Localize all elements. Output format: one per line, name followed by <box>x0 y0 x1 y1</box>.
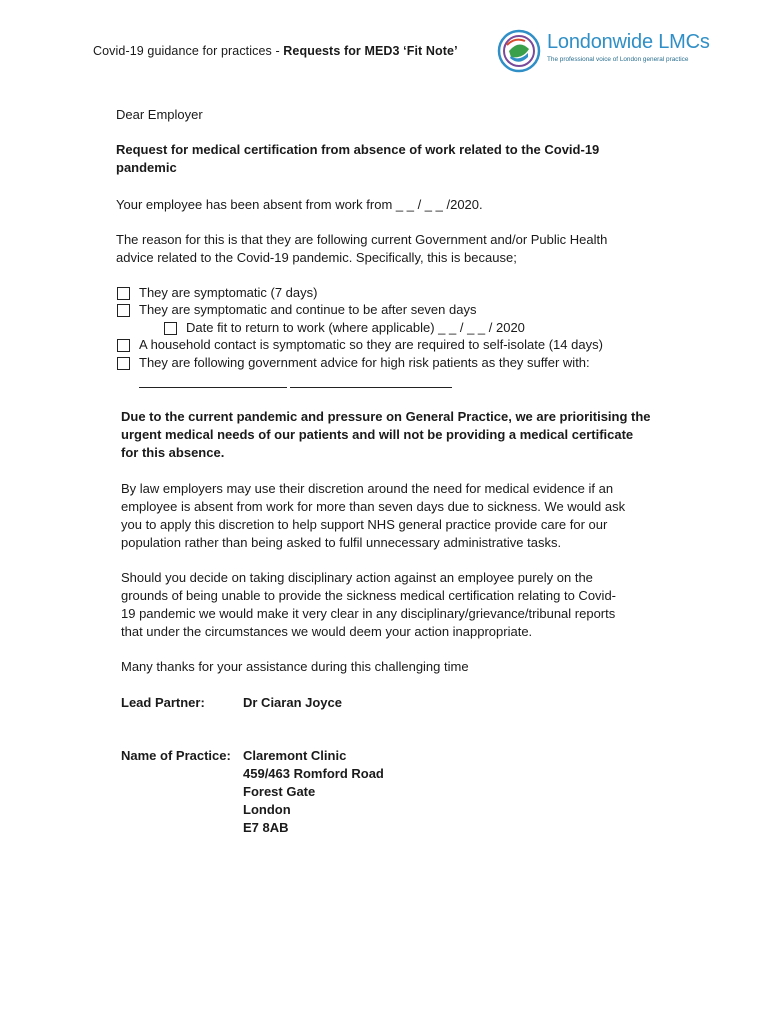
subject-line-1: Request for medical certification from absence of work related to the Covid-19 <box>116 142 600 157</box>
option-label: They are symptomatic and continue to be after seven days <box>139 302 477 317</box>
logo-tagline: The professional voice of London general practice <box>547 56 689 63</box>
discipline-paragraph-line: grounds of being unable to provide the sickness medical certification relating to Covid- <box>121 588 616 603</box>
header-prefix: Covid-19 guidance for practices - <box>93 44 284 58</box>
reason-line-1: The reason for this is that they are following current Government and/or Public Health <box>116 232 608 247</box>
practice-address-line: London <box>243 802 291 817</box>
discipline-paragraph-line: Should you decide on taking disciplinary action against an employee purely on the <box>121 570 593 585</box>
option-label: Date fit to return to work (where applicable) _ _ / _ _ / 2020 <box>186 320 525 335</box>
notice-line: Due to the current pandemic and pressure on General Practice, we are prioritising the <box>121 409 651 424</box>
page-header <box>93 44 458 58</box>
law-paragraph-line: employee is absent from work for more than seven days due to sickness. We would ask <box>121 499 626 514</box>
condition-blank-line[interactable] <box>290 387 452 388</box>
absence-statement: Your employee has been absent from work from _ _ / _ _ /2020. <box>116 197 483 212</box>
practice-address-line: E7 8AB <box>243 820 289 835</box>
date-fit-checkbox[interactable] <box>164 322 177 335</box>
condition-blank-line[interactable] <box>139 387 287 388</box>
law-paragraph-line: you to apply this discretion to help support NHS general practice provide care for our <box>121 517 608 532</box>
practice-address-line: Forest Gate <box>243 784 316 799</box>
subject-line-2: pandemic <box>116 160 177 175</box>
practice-label: Name of Practice: <box>121 748 231 763</box>
discipline-paragraph-line: 19 pandemic we would make it very clear in any disciplinary/grievance/tribunal reports <box>121 606 616 621</box>
lead-partner-value: Dr Ciaran Joyce <box>243 695 342 710</box>
logo <box>497 29 710 73</box>
lead-partner-label: Lead Partner: <box>121 695 205 710</box>
option-label: They are following government advice for high risk patients as they suffer with: <box>139 355 590 370</box>
symptomatic-checkbox[interactable] <box>117 287 130 300</box>
salutation: Dear Employer <box>116 107 203 122</box>
header-title: Requests for MED3 ‘Fit Note’ <box>283 44 458 58</box>
logo-name: Londonwide LMCs <box>547 31 710 53</box>
londonwide-lmcs-logo-icon <box>497 29 541 73</box>
law-paragraph-line: population rather than being asked to fulfil unnecessary administrative tasks. <box>121 535 562 550</box>
thanks-line: Many thanks for your assistance during this challenging time <box>121 659 469 674</box>
discipline-paragraph-line: that under the circumstances we would deem your action inappropriate. <box>121 624 533 639</box>
high-risk-checkbox[interactable] <box>117 357 130 370</box>
notice-line: for this absence. <box>121 445 225 460</box>
practice-address-line: 459/463 Romford Road <box>243 766 384 781</box>
option-label: They are symptomatic (7 days) <box>139 285 318 300</box>
symptomatic-continued-checkbox[interactable] <box>117 304 130 317</box>
practice-address-line: Claremont Clinic <box>243 748 347 763</box>
reason-line-2: advice related to the Covid-19 pandemic. Specifically, this is because; <box>116 250 517 265</box>
option-label: A household contact is symptomatic so they are required to self-isolate (14 days) <box>139 337 603 352</box>
household-contact-checkbox[interactable] <box>117 339 130 352</box>
notice-line: urgent medical needs of our patients and will not be providing a medical certificate <box>121 427 634 442</box>
law-paragraph-line: By law employers may use their discretion around the need for medical evidence if an <box>121 481 614 496</box>
